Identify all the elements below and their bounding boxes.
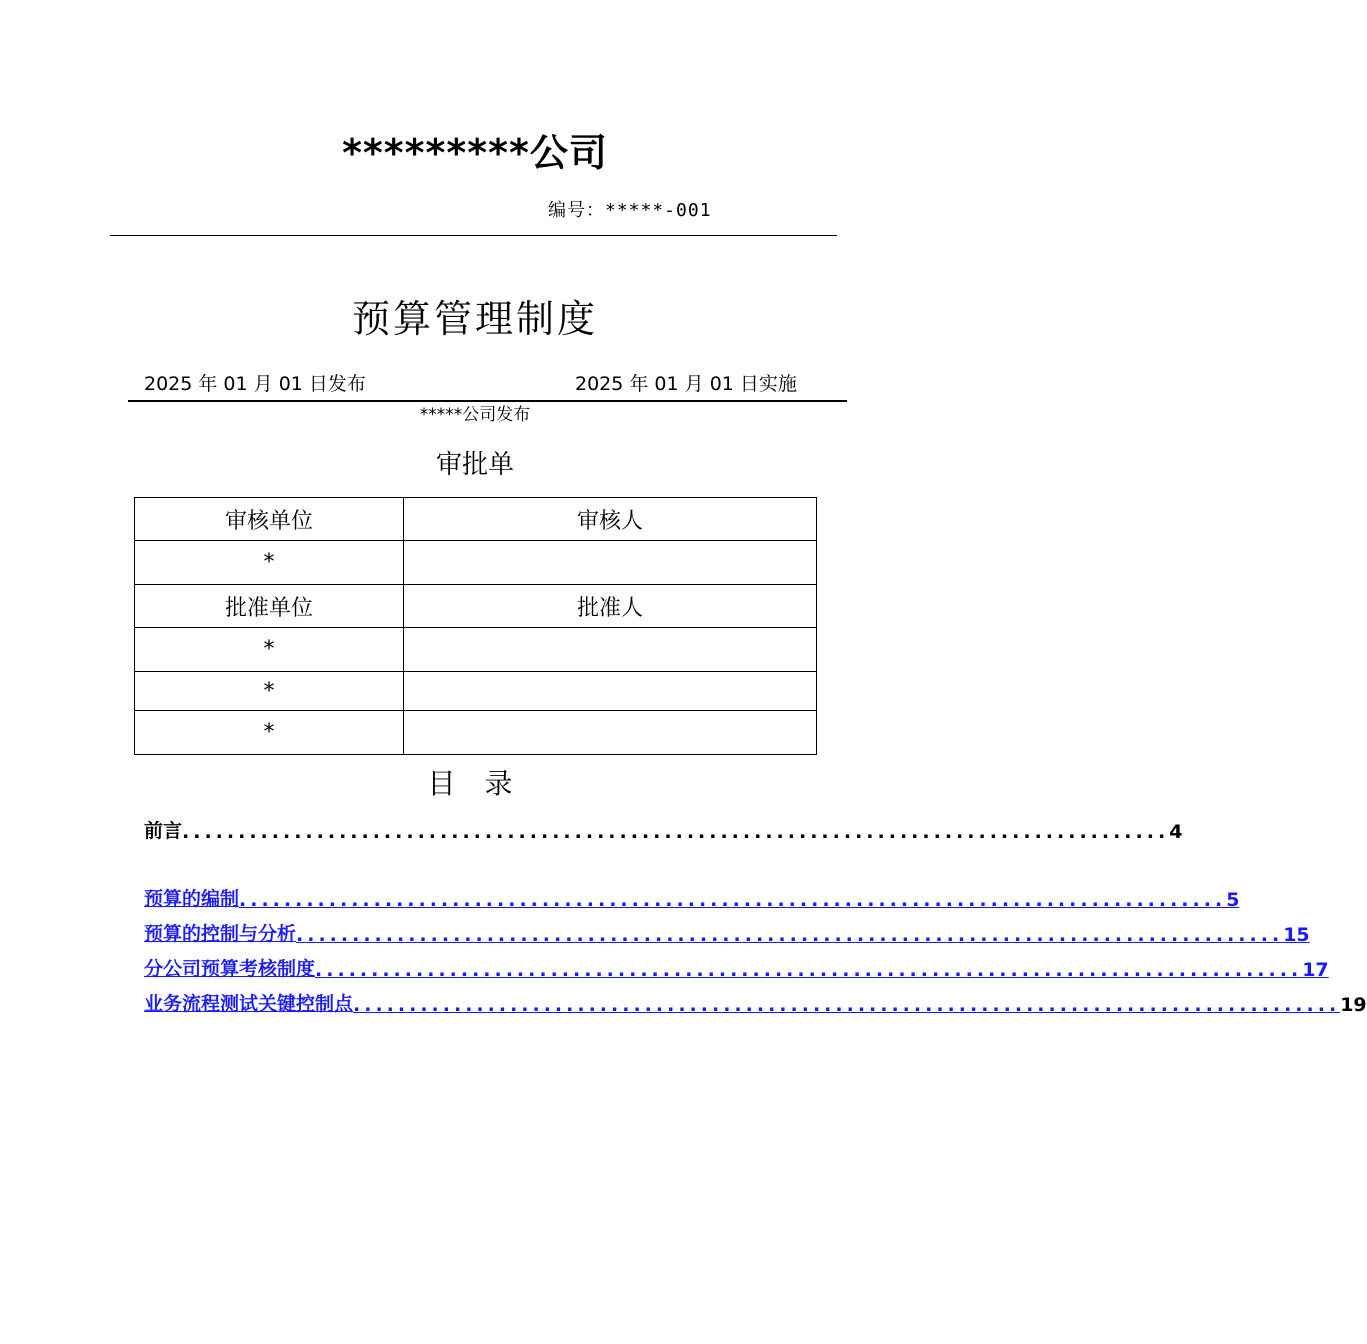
table-cell: * [135,672,404,711]
table-row [135,498,817,541]
toc-leader-dots: ........................................................................................ [296,924,1284,946]
toc-entry-label: 预算的控制与分析 [144,923,297,945]
toc-entry-page: 19 [1340,994,1367,1016]
toc-entry-label: 前言 [144,820,183,842]
approval-table [134,497,817,755]
table-cell [404,711,817,755]
table-row [135,672,817,711]
toc-entry-link[interactable] [144,884,1240,911]
publisher-line: *****公司发布 [419,405,531,425]
toc-heading: 目 录 [427,767,523,800]
table-header-cell: 批准单位 [135,585,404,628]
effective-date: 2025 年 01 月 01 日实施 [575,373,797,395]
document-title: 预算管理制度 [351,297,598,341]
toc-entry-page: 4 [1169,821,1183,843]
table-header-cell: 审核单位 [135,498,404,541]
toc-entry-link[interactable] [144,954,1329,981]
toc-entry-page: 5 [1226,889,1240,911]
approval-heading: 审批单 [435,450,514,480]
toc-leader-dots: ........................................................................................ [239,889,1227,911]
toc-entry-preface[interactable] [144,816,1183,843]
table-header-cell: 批准人 [404,585,817,628]
table-header-cell: 审核人 [404,498,817,541]
toc-entry-link[interactable] [144,919,1310,946]
toc-entry-label: 分公司预算考核制度 [144,958,316,980]
header-divider [110,235,837,236]
table-cell: * [135,711,404,755]
toc-entry-label: 业务流程测试关键控制点 [144,993,354,1015]
publish-date: 2025 年 01 月 01 日发布 [144,373,366,395]
toc-leader-dots: ........................................................................................ [182,821,1170,843]
table-cell [404,541,817,585]
table-cell [404,628,817,672]
toc-entry-page: 15 [1283,924,1310,946]
table-cell: * [135,628,404,672]
table-row [135,585,817,628]
toc-entry-label: 预算的编制 [144,888,240,910]
company-name: *********公司 [342,131,608,175]
toc-entry-link[interactable] [144,989,1367,1016]
table-row [135,628,817,672]
document-code: 编号：*****-001 [548,200,712,221]
toc-leader-dots: ........................................................................................ [315,959,1303,981]
table-cell: * [135,541,404,585]
toc-leader-dots: ........................................................................................ [353,994,1341,1016]
toc-entry-page: 17 [1302,959,1329,981]
table-row [135,711,817,755]
table-row [135,541,817,585]
table-cell [404,672,817,711]
